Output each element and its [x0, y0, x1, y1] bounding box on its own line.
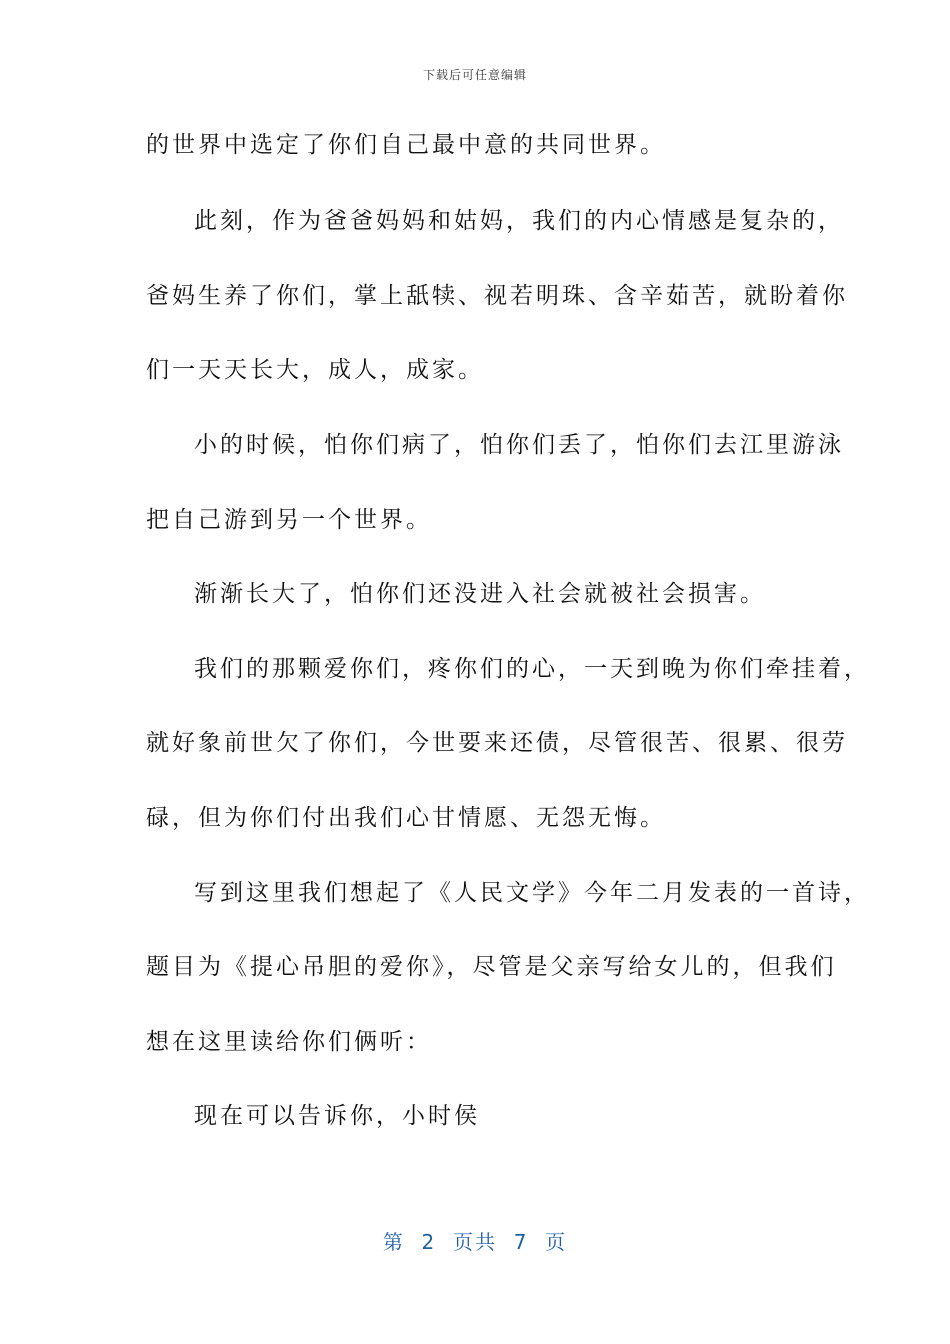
page-header: 下载后可任意编辑 — [422, 68, 527, 82]
text-line: 渐渐长大了，怕你们还没进入社会就被社会损害。 — [194, 581, 766, 607]
text-line: 的世界中选定了你们自己最中意的共同世界。 — [146, 132, 666, 158]
text-line: 就好象前世欠了你们，今世要来还债，尽管很苦、很累、很劳 — [146, 730, 848, 756]
text-line: 们一天天长大，成人，成家。 — [146, 357, 484, 383]
text-line: 爸妈生养了你们，掌上舐犊、视若明珠、含辛茹苦，就盼着你 — [146, 283, 848, 309]
text-line: 小的时候，怕你们病了，怕你们丢了，怕你们去江里游泳 — [194, 432, 844, 458]
text-line: 题目为《提心吊胆的爱你》，尽管是父亲写给女儿的，但我们 — [146, 954, 837, 980]
text-line: 此刻，作为爸爸妈妈和姑妈，我们的内心情感是复杂的， — [194, 208, 844, 234]
text-line: 想在这里读给你们俩听： — [146, 1029, 432, 1055]
text-line: 我们的那颗爱你们，疼你们的心，一天到晚为你们牵挂着， — [194, 656, 870, 682]
text-line: 现在可以告诉你，小时侯 — [194, 1103, 480, 1129]
page-number-footer: 第 2 页共 7 页 — [382, 1230, 568, 1254]
text-line: 碌，但为你们付出我们心甘情愿、无怨无悔。 — [146, 805, 666, 831]
text-line: 写到这里我们想起了《人民文学》今年二月发表的一首诗， — [194, 880, 870, 906]
text-line: 把自己游到另一个世界。 — [146, 507, 432, 533]
